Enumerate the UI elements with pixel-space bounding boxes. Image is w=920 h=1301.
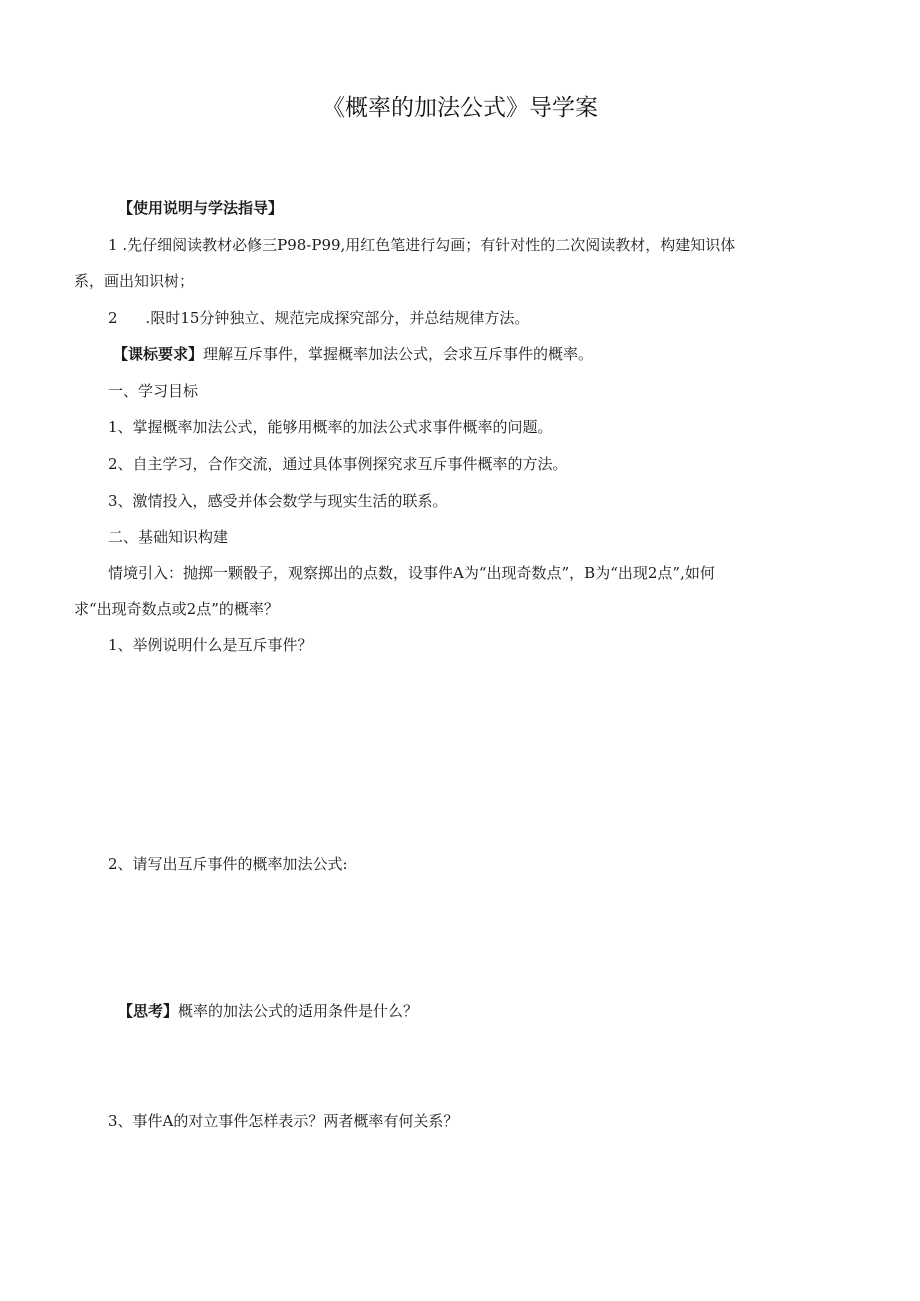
question-1: 1、举例说明什么是互斥事件？ (108, 636, 313, 654)
standard-text: 理解互斥事件，掌握概率加法公式，会求互斥事件的概率。 (203, 345, 594, 363)
scenario-intro-continuation: 求“出现奇数点或2点”的概率？ (74, 600, 279, 618)
usage-item-1-number: 1 (108, 236, 118, 254)
usage-item-1 (108, 234, 735, 256)
goal-item: 3、激情投入，感受并体会数学与现实生活的联系。 (108, 492, 448, 510)
usage-item-2 (108, 307, 529, 329)
question-2: 2、请写出互斥事件的概率加法公式: (108, 855, 348, 873)
usage-item-2-text: .限时15分钟独立、规范完成探究部分，并总结规律方法。 (145, 309, 530, 327)
usage-item-1-text: .先仔细阅读教材必修三P98-P99,用红色笔进行勾画；有针对性的二次阅读教材，构建知识体 (122, 236, 736, 254)
goal-item: 2、自主学习，合作交流，通过具体事例探究求互斥事件概率的方法。 (108, 455, 568, 473)
usage-item-2-number: 2 (108, 309, 118, 327)
think-label: 【思考】 (118, 1002, 179, 1020)
goal-item: 1、掌握概率加法公式，能够用概率的加法公式求事件概率的问题。 (108, 418, 553, 436)
page-title: 《概率的加法公式》导学案 (322, 95, 598, 121)
basics-heading: 二、基础知识构建 (108, 528, 229, 546)
question-3: 3、事件A的对立事件怎样表示？两者概率有何关系？ (108, 1112, 459, 1130)
scenario-intro: 情境引入：抛掷一颗骰子，观察掷出的点数，设事件A为“出现奇数点”，B为“出现2点”,如何 (108, 564, 715, 582)
standard-label: 【课标要求】 (113, 345, 204, 363)
usage-heading: 【使用说明与学法指导】 (118, 199, 284, 217)
usage-item-1-continuation: 系，画出知识树； (74, 272, 195, 290)
goals-heading: 一、学习目标 (108, 382, 199, 400)
standard-requirement (113, 343, 593, 365)
think-prompt (118, 1000, 418, 1022)
think-text: 概率的加法公式的适用条件是什么？ (178, 1002, 419, 1020)
